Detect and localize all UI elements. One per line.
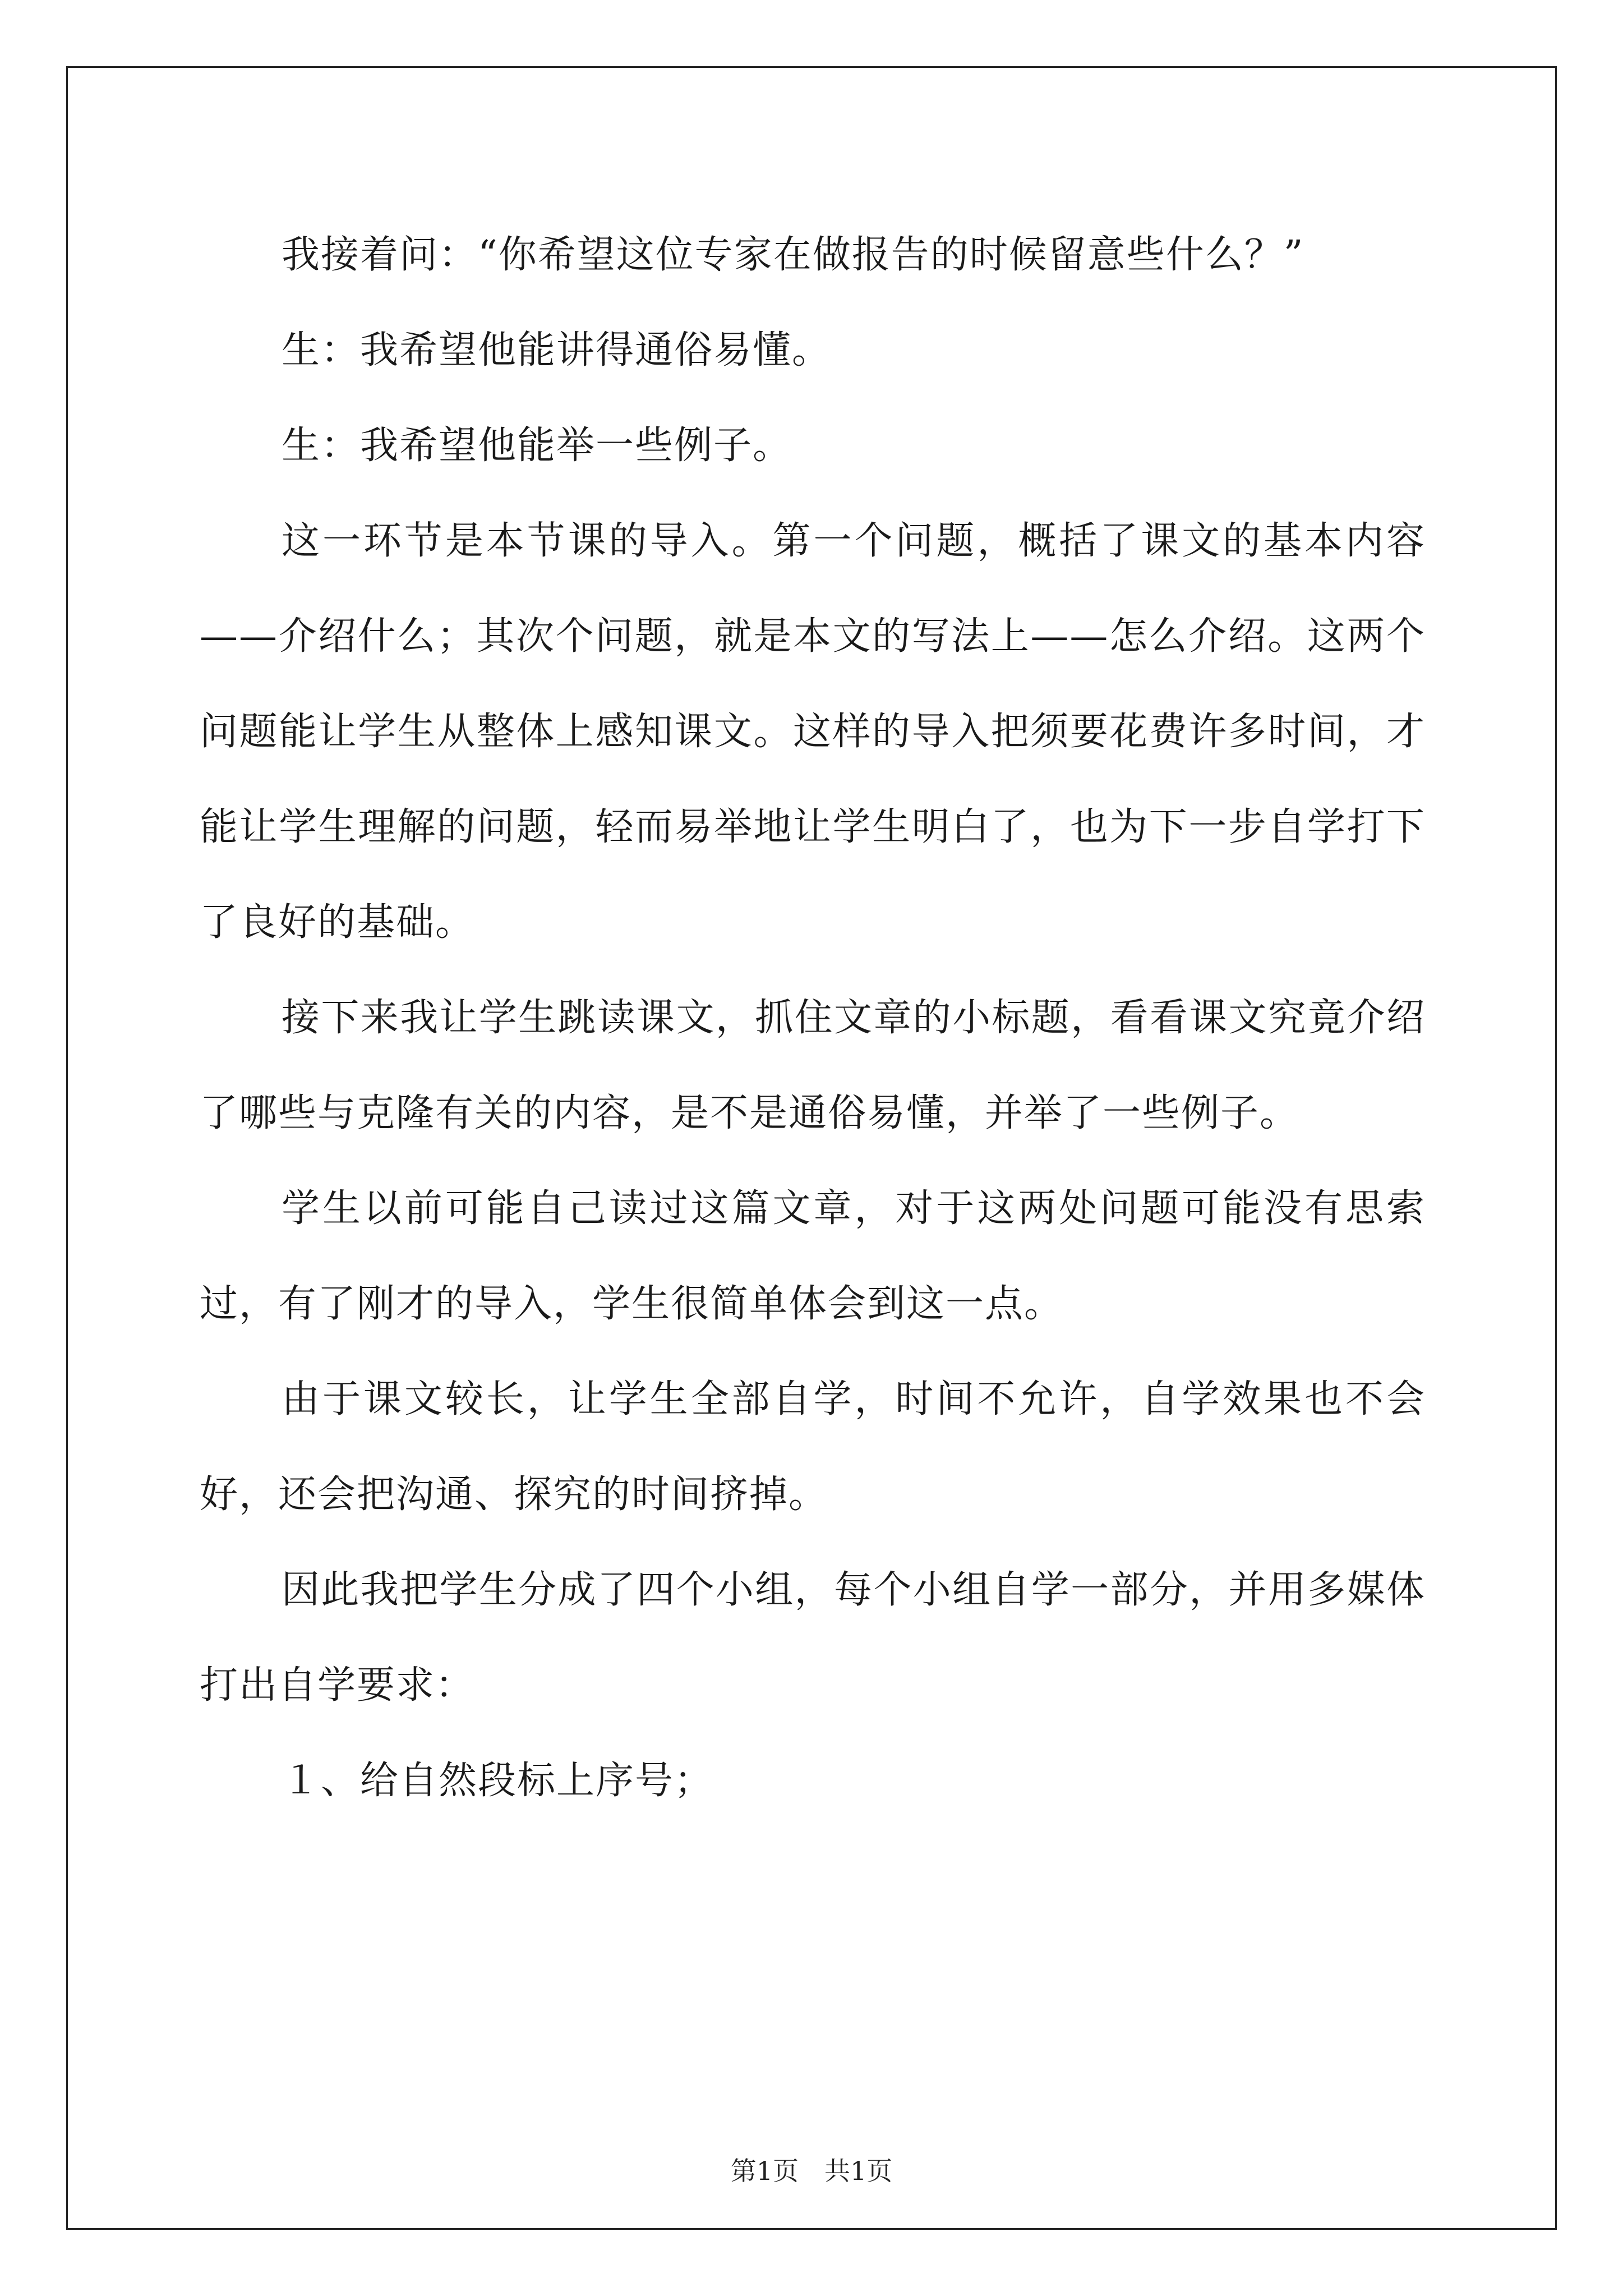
paragraph-prior-reading: 学生以前可能自己读过这篇文章，对于这两处问题可能没有思索过，有了刚才的导入，学生很简单体会到这一点。 bbox=[200, 1186, 1426, 1326]
paragraph-student-answer-2: 生：我希望他能举一些例子。 bbox=[282, 424, 792, 468]
paragraph-student-answer-1: 生：我希望他能讲得通俗易懂。 bbox=[282, 328, 832, 372]
document-body bbox=[200, 208, 1426, 1829]
paragraph-text-length: 由于课文较长，让学生全部自学，时间不允许，自学效果也不会好，还会把沟通、探究的时间挤掉。 bbox=[200, 1377, 1426, 1517]
paragraph-intro-analysis: 这一环节是本节课的导入。第一个问题，概括了课文的基本内容——介绍什么；其次个问题，就是本文的写法上——怎么介绍。这两个问题能让学生从整体上感知课文。这样的导入把须要花费许多时间，才能让学生理解的问题，轻而易举地让学生明白了，也为下一步自学打下了良好的基础。 bbox=[200, 519, 1426, 945]
paragraph-group-division: 因此我把学生分成了四个小组，每个小组自学一部分，并用多媒体打出自学要求： bbox=[200, 1568, 1426, 1708]
paragraph-skim-reading: 接下来我让学生跳读课文，抓住文章的小标题，看看课文究竟介绍了哪些与克隆有关的内容，是不是通俗易懂，并举了一些例子。 bbox=[200, 996, 1426, 1135]
paragraph-question: 我接着问：“你希望这位专家在做报告的时候留意些什么？” bbox=[282, 233, 1304, 277]
list-item-requirement-1: １、给自然段标上序号； bbox=[282, 1759, 714, 1803]
page-footer: 第1页 共1页 bbox=[730, 2156, 893, 2186]
